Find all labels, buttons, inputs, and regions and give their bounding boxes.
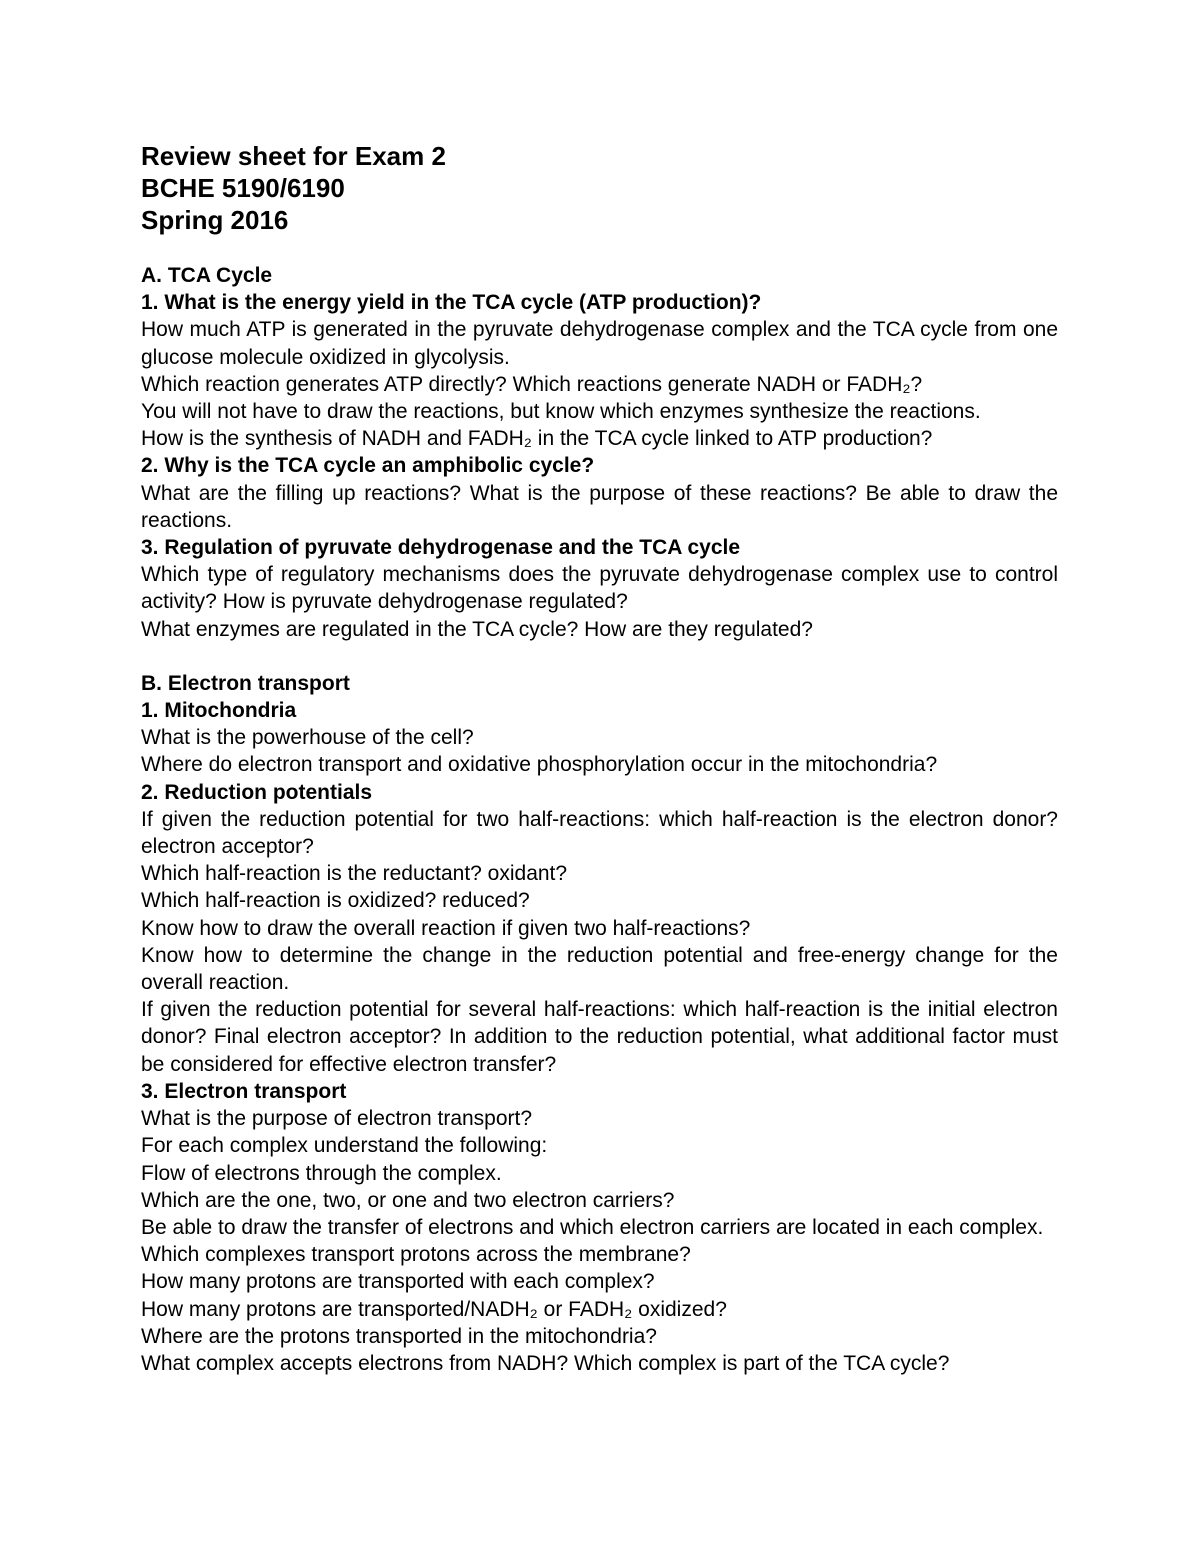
question-line: Which complexes transport protons across the membrane? [141, 1243, 691, 1267]
subsection-heading: 2. Why is the TCA cycle an amphibolic cycle? [141, 454, 595, 478]
subsection-heading: 1. What is the energy yield in the TCA cycle (ATP production)? [141, 291, 762, 315]
question-line: If given the reduction potential for several half-reactions: which half-reaction is the initial electron donor? Final electron acceptor? In addition to the reduction potential, what additional factor must be considered for effective electron transfer? [141, 998, 1058, 1076]
question-line: How is the synthesis of NADH and FADH₂ in the TCA cycle linked to ATP production? [141, 427, 933, 451]
question-line: Know how to draw the overall reaction if given two half-reactions? [141, 916, 751, 940]
question-line: Which half-reaction is oxidized? reduced? [141, 889, 530, 913]
section-electron-transport [141, 670, 1058, 1377]
question-line: What is the powerhouse of the cell? [141, 726, 474, 750]
question-line: Which are the one, two, or one and two electron carriers? [141, 1188, 675, 1212]
question-line: How much ATP is generated in the pyruvate dehydrogenase complex and the TCA cycle from one glucose molecule oxidized in glycolysis. [141, 318, 1058, 369]
document-title: Review sheet for Exam 2 [141, 141, 446, 171]
question-line: Which reaction generates ATP directly? Which reactions generate NADH or FADH₂? [141, 372, 923, 396]
semester: Spring 2016 [141, 205, 289, 235]
subsection-heading: 3. Electron transport [141, 1079, 347, 1103]
section-tca-cycle [141, 262, 1058, 643]
question-line: How many protons are transported/NADH₂ or FADH₂ oxidized? [141, 1297, 727, 1321]
section-heading: B. Electron transport [141, 671, 350, 695]
subsection-heading: 2. Reduction potentials [141, 780, 373, 804]
subsection-heading: 1. Mitochondria [141, 699, 297, 723]
question-line: What enzymes are regulated in the TCA cycle? How are they regulated? [141, 617, 813, 641]
question-line: For each complex understand the following: [141, 1134, 548, 1158]
question-line: You will not have to draw the reactions, but know which enzymes synthesize the reactions. [141, 400, 981, 424]
question-line: How many protons are transported with each complex? [141, 1270, 655, 1294]
question-line: What are the filling up reactions? What is the purpose of these reactions? Be able to draw the reactions. [141, 481, 1058, 532]
question-line: Where do electron transport and oxidative phosphorylation occur in the mitochondria? [141, 753, 938, 777]
question-line: Where are the protons transported in the mitochondria? [141, 1324, 657, 1348]
document-page [141, 140, 1058, 1377]
question-line: What is the purpose of electron transport? [141, 1107, 533, 1131]
question-line: Be able to draw the transfer of electrons and which electron carriers are located in each complex. [141, 1215, 1044, 1239]
subsection-heading: 3. Regulation of pyruvate dehydrogenase and the TCA cycle [141, 536, 741, 560]
question-line: Which type of regulatory mechanisms does the pyruvate dehydrogenase complex use to control activity? How is pyruvate dehydrogenase regulated? [141, 563, 1058, 614]
title-block [141, 140, 1058, 236]
question-line: If given the reduction potential for two half-reactions: which half-reaction is the electron donor? electron acceptor? [141, 807, 1058, 859]
course-code: BCHE 5190/6190 [141, 173, 345, 203]
section-heading: A. TCA Cycle [141, 264, 273, 287]
question-line: Know how to determine the change in the reduction potential and free-energy change for the overall reaction. [141, 943, 1058, 995]
question-line: What complex accepts electrons from NADH? Which complex is part of the TCA cycle? [141, 1351, 950, 1375]
question-line: Flow of electrons through the complex. [141, 1161, 502, 1185]
question-line: Which half-reaction is the reductant? oxidant? [141, 862, 568, 886]
